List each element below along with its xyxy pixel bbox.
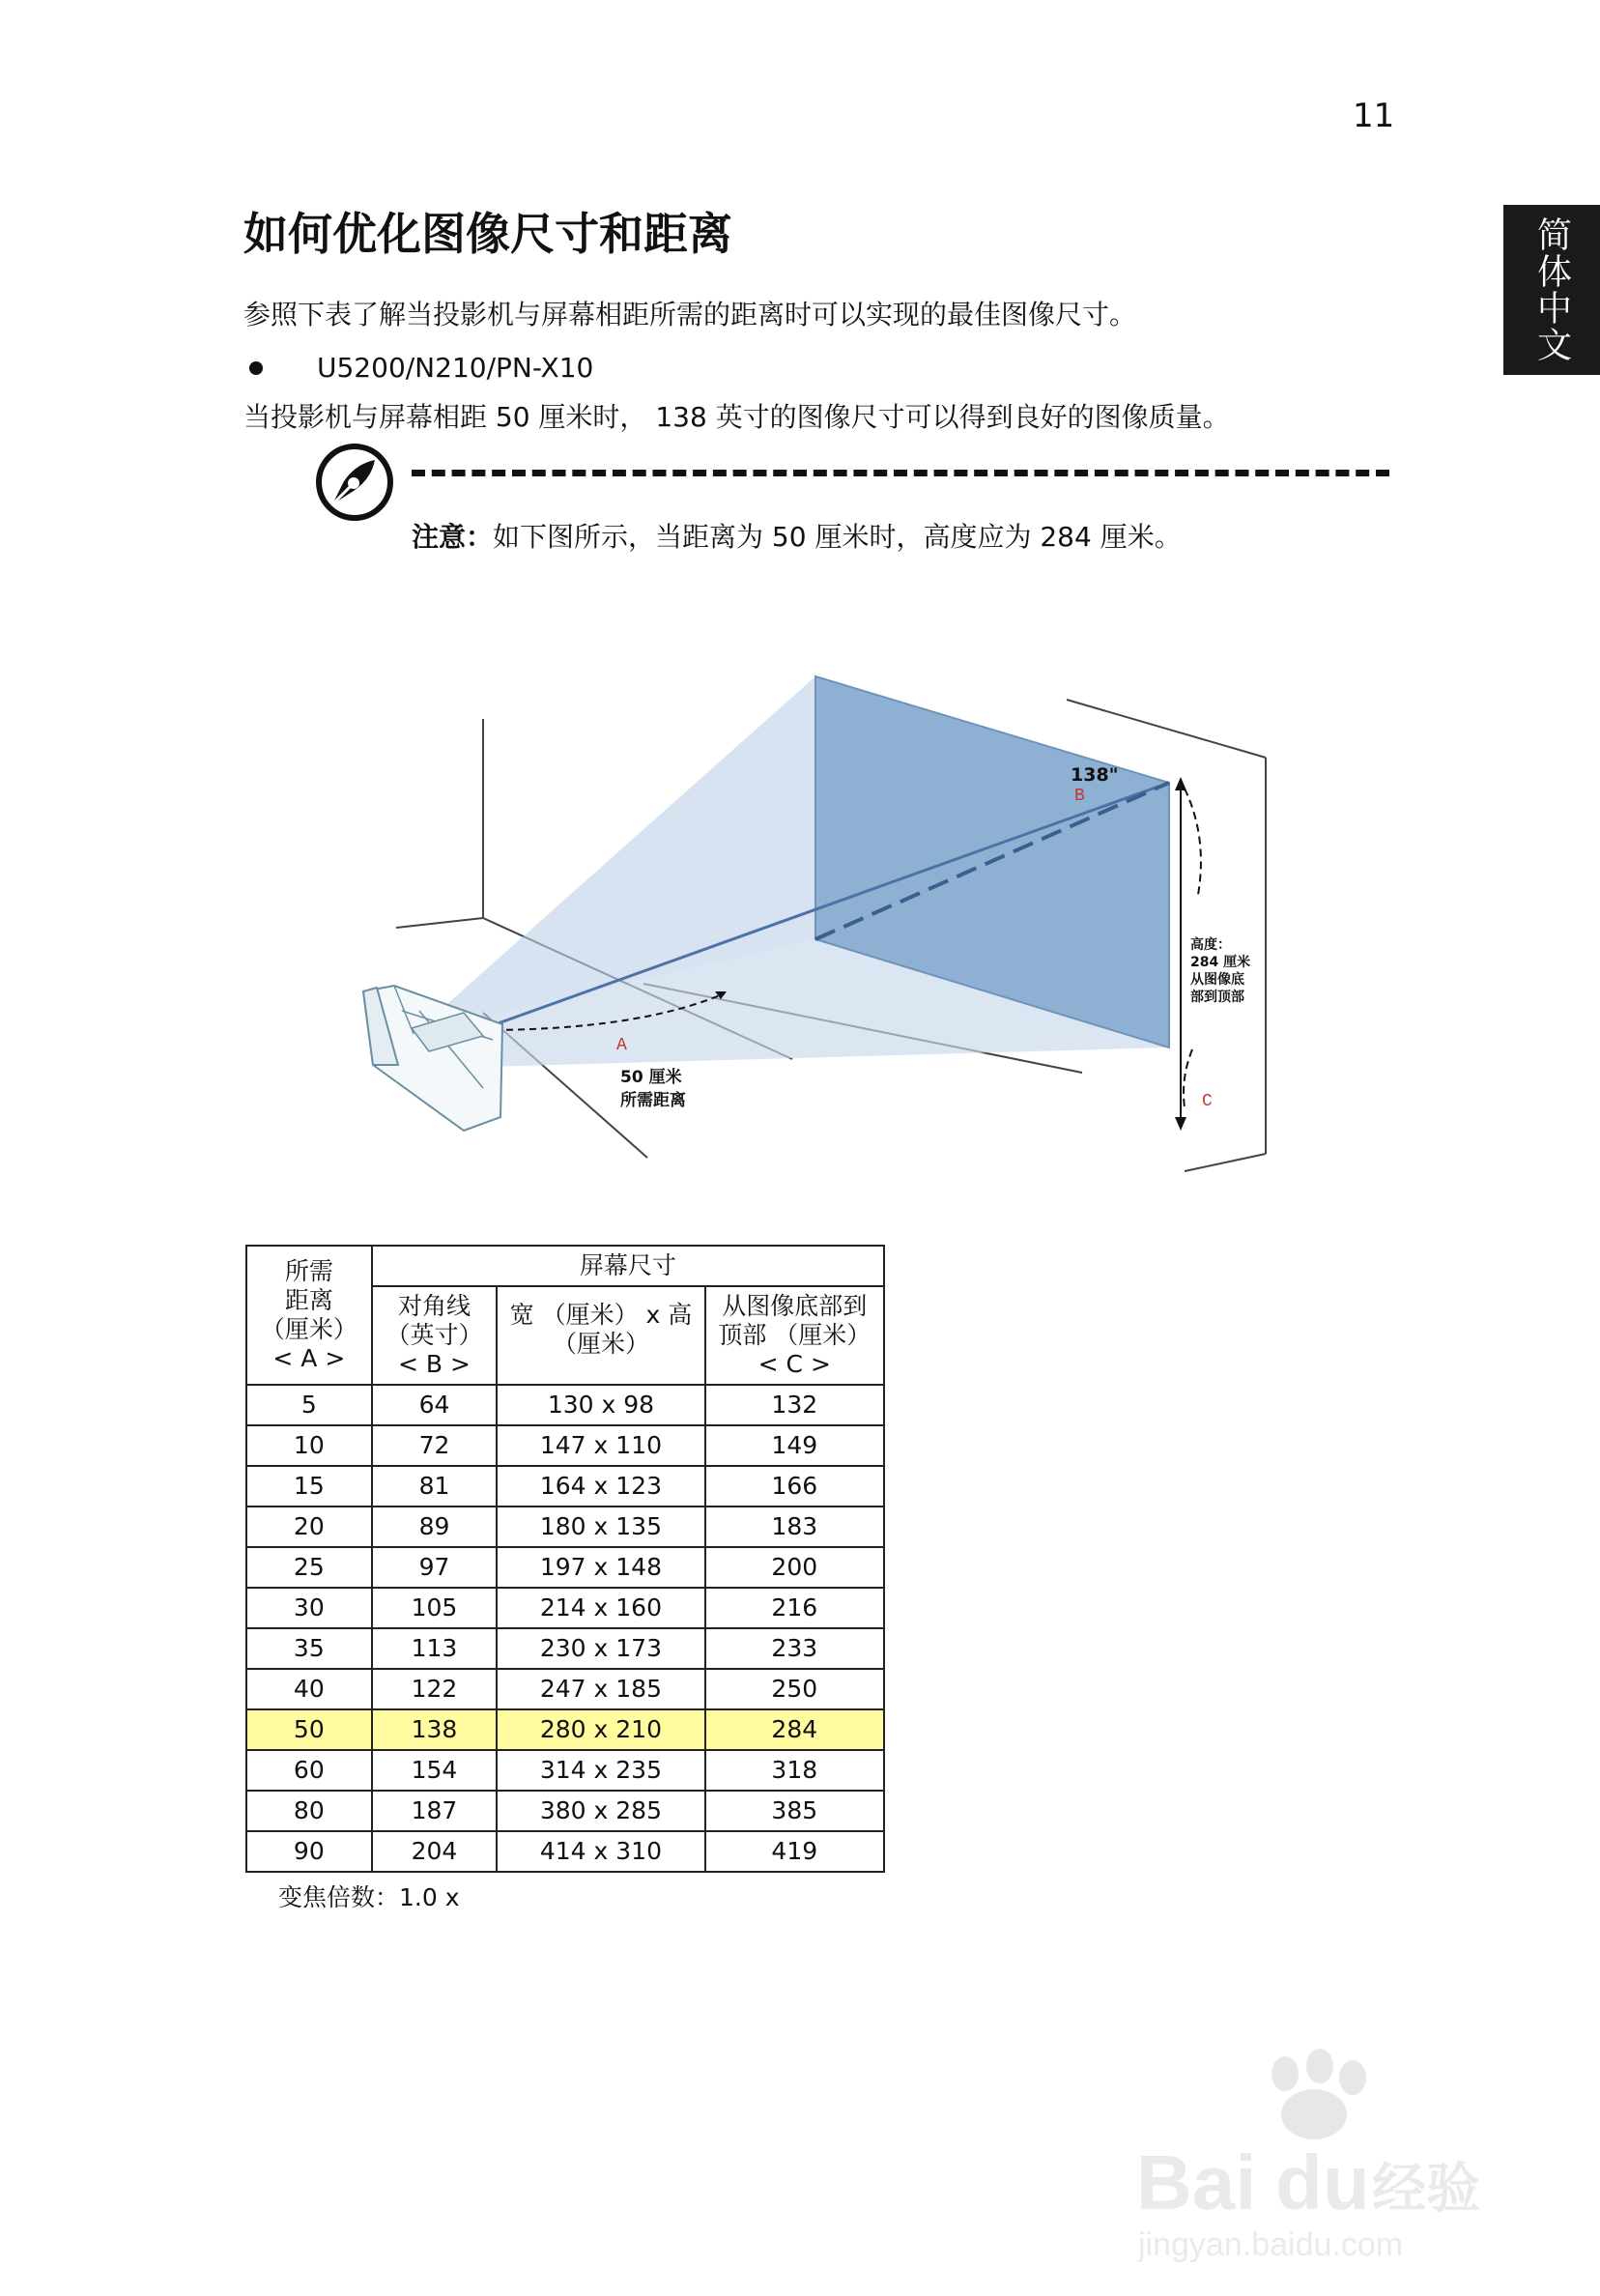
cell-b: 89 [372,1507,498,1547]
cell-wh: 197 x 148 [497,1547,704,1588]
note-text [412,516,1182,555]
language-tab-label: 简体中文 [1531,216,1572,363]
cell-c: 216 [705,1588,884,1628]
height-arrow-bottom [1175,1117,1186,1131]
cell-b: 97 [372,1547,498,1588]
cell-wh: 164 x 123 [497,1466,704,1507]
height-label-2: 284 厘米 [1190,955,1251,970]
col-b-header-line: < B > [398,1350,471,1378]
cell-a: 80 [246,1791,372,1831]
col-b-header [372,1286,498,1385]
bullet-dot-icon [249,361,263,375]
cell-c: 318 [705,1750,884,1791]
cell-wh: 280 x 210 [497,1709,704,1750]
cell-wh: 247 x 185 [497,1669,704,1709]
paw-logo-icon [1271,2049,1366,2139]
table-body [246,1385,884,1872]
cell-wh: 380 x 285 [497,1791,704,1831]
note-divider [412,470,1389,476]
cell-wh: 314 x 235 [497,1750,704,1791]
table-row [246,1831,884,1872]
label-b: B [1074,787,1085,806]
height-label-3: 从图像底 [1190,972,1244,988]
cell-wh: 414 x 310 [497,1831,704,1872]
col-wh-header-line: 宽 （厘米） x 高 [509,1301,693,1329]
cell-wh: 214 x 160 [497,1588,704,1628]
table-row [246,1628,884,1669]
watermark-url: jingyan.baidu.com [1138,2226,1404,2263]
height-arrow-top [1175,777,1186,790]
cell-a: 40 [246,1669,372,1709]
projection-diagram [348,663,1295,1185]
intro-text: 参照下表了解当投影机与屏幕相距所需的距离时可以实现的最佳图像尺寸。 [243,299,1137,330]
height-arc-top [1185,789,1201,895]
cell-c: 200 [705,1547,884,1588]
table-row [246,1466,884,1507]
cell-b: 105 [372,1588,498,1628]
watermark-brand-du: du [1275,2139,1370,2225]
note-pen-icon [315,443,394,522]
cell-c: 149 [705,1425,884,1466]
cell-a: 15 [246,1466,372,1507]
cell-wh: 180 x 135 [497,1507,704,1547]
distance-label-2: 所需距离 [620,1091,686,1110]
cell-wh: 230 x 173 [497,1628,704,1669]
table-row [246,1669,884,1709]
model-bullet [243,352,593,384]
page-number: 11 [1353,97,1395,135]
page-title: 如何优化图像尺寸和距离 [243,208,732,260]
cell-c: 250 [705,1669,884,1709]
col-a-header-line: 所需 [284,1257,333,1285]
table-row [246,1709,884,1750]
label-c: C [1202,1092,1213,1111]
screen-size-header: 屏幕尺寸 [372,1246,884,1286]
height-label-1: 高度： [1190,937,1231,953]
table-row [246,1425,884,1466]
cell-a: 50 [246,1709,372,1750]
col-c-header-line: 从图像底部到 [722,1292,868,1320]
model-name: U5200/N210/PN-X10 [317,352,594,384]
col-a-header-line: 距离 [284,1286,333,1314]
col-wh-header-line: （厘米） [552,1330,649,1358]
cell-c: 284 [705,1709,884,1750]
cell-a: 60 [246,1750,372,1791]
cell-a: 25 [246,1547,372,1588]
note-label: 注意： [412,521,494,553]
cell-b: 154 [372,1750,498,1791]
col-c-header-line: < C > [757,1350,831,1378]
watermark-brand-cn: 经验 [1372,2158,1480,2221]
cell-b: 122 [372,1669,498,1709]
col-a-header-line: （厘米） [260,1315,357,1343]
distance-label-1: 50 厘米 [620,1068,682,1087]
table-row [246,1588,884,1628]
height-label-4: 部到顶部 [1190,990,1244,1005]
label-a: A [616,1036,627,1055]
table-row [246,1507,884,1547]
table-row [246,1547,884,1588]
cell-c: 132 [705,1385,884,1425]
floor-back-line [396,918,483,928]
cell-b: 113 [372,1628,498,1669]
col-b-header-line: 对角线 [397,1292,471,1320]
cell-b: 64 [372,1385,498,1425]
watermark-brand: Bai [1136,2139,1257,2225]
cell-c: 233 [705,1628,884,1669]
col-c-header [705,1286,884,1385]
col-c-header-line: 顶部 （厘米） [718,1321,871,1349]
language-tab [1503,205,1600,375]
table-row [246,1791,884,1831]
cell-b: 81 [372,1466,498,1507]
cell-a: 20 [246,1507,372,1547]
col-a-header [246,1246,372,1385]
screen-wall-top [1067,700,1266,758]
note-body: 如下图所示，当距离为 50 厘米时，高度应为 284 厘米。 [493,521,1182,553]
cell-a: 90 [246,1831,372,1872]
cell-wh: 130 x 98 [497,1385,704,1425]
cell-a: 30 [246,1588,372,1628]
cell-c: 166 [705,1466,884,1507]
cell-c: 385 [705,1791,884,1831]
screen-wall-bottom [1185,1154,1266,1171]
baidu-watermark [1130,2045,1498,2267]
diagonal-label: 138" [1071,764,1119,786]
cell-b: 204 [372,1831,498,1872]
size-distance-table [245,1245,885,1873]
cell-a: 10 [246,1425,372,1466]
zoom-ratio: 变焦倍数：1.0 x [278,1883,460,1911]
cell-a: 35 [246,1628,372,1669]
cell-c: 419 [705,1831,884,1872]
table-row [246,1750,884,1791]
col-a-header-line: < A > [272,1344,346,1372]
col-wh-header [497,1286,704,1385]
col-b-header-line: （英寸） [386,1321,483,1349]
cell-b: 138 [372,1709,498,1750]
height-arc-bottom [1184,1049,1192,1107]
cell-b: 72 [372,1425,498,1466]
cell-a: 5 [246,1385,372,1425]
table-row [246,1385,884,1425]
cell-wh: 147 x 110 [497,1425,704,1466]
distance-statement: 当投影机与屏幕相距 50 厘米时， 138 英寸的图像尺寸可以得到良好的图像质量。 [243,401,1230,433]
cell-b: 187 [372,1791,498,1831]
cell-c: 183 [705,1507,884,1547]
